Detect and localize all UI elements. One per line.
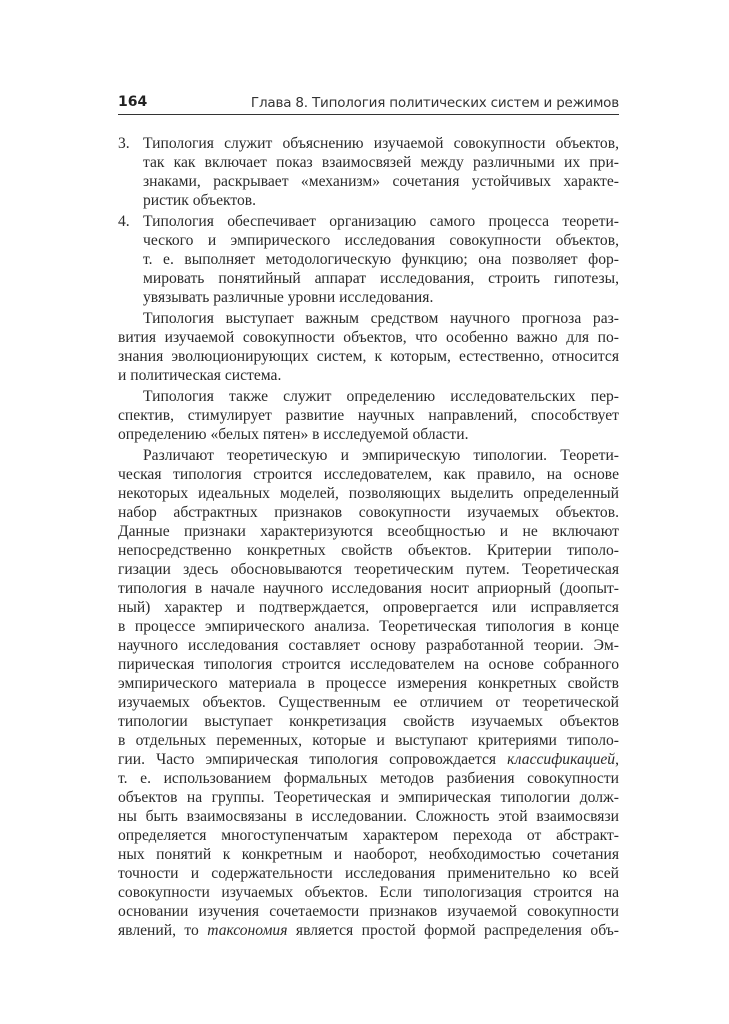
text-line: ный) характер и подтверждается, опровергается или исправляется xyxy=(118,599,619,616)
text-segment: является простой формой распределения объ- xyxy=(287,922,619,939)
text-line: в процессе эмпирического анализа. Теоретическая типология в конце xyxy=(118,618,619,635)
text-line: так как включает показ взаимосвязей между различными их при- xyxy=(143,154,619,171)
text-segment: явлений, то xyxy=(118,922,208,939)
text-line: точности и содержательности исследования применительно ко всей xyxy=(118,865,619,882)
text-line: пирическая типология строится исследователем на основе собранного xyxy=(118,656,619,673)
text-line: изучаемых объектов. Существенным ее отличием от теоретической xyxy=(118,694,619,711)
text-line: вития изучаемой совокупности объектов, что особенно важно для по- xyxy=(118,329,619,346)
paragraph-perspectives xyxy=(118,387,619,444)
page-number: 164 xyxy=(118,94,148,110)
list-item-4 xyxy=(118,212,619,307)
text-line: знания эволюционирующих систем, к которым, естественно, относится xyxy=(118,348,619,365)
paragraph-typologies xyxy=(118,446,619,940)
text-line: эмпирического материала в процессе измерения конкретных свойств xyxy=(118,675,619,692)
text-line xyxy=(118,921,619,940)
text-line: определению «белых пятен» в исследуемой области. xyxy=(118,426,469,443)
text-line: совокупности изучаемых объектов. Если типологизация строится на xyxy=(118,884,619,901)
text-line: некоторых идеальных моделей, позволяющих выделить определенный xyxy=(118,485,619,502)
text-line xyxy=(118,750,619,769)
text-line: ристик объектов. xyxy=(143,192,257,209)
text-line: научного исследования составляет основу разработанной теории. Эм- xyxy=(118,637,619,654)
text-line: спектив, стимулирует развитие научных направлений, способствует xyxy=(118,407,619,424)
running-title: Глава 8. Типология политических систем и режимов xyxy=(250,95,619,111)
text-line: гизации здесь обосновываются теоретическим путем. Теоретическая xyxy=(118,561,619,578)
list-item-3 xyxy=(118,134,619,210)
text-line: мировать понятийный аппарат исследования, строить гипотезы, xyxy=(143,270,619,287)
text-line: определяется многоступенчатым характером перехода от абстракт- xyxy=(118,827,619,844)
text-line: в отдельных переменных, которые и выступают критериями типоло- xyxy=(118,732,619,749)
text-line: Типология также служит определению исследовательских пер- xyxy=(143,388,619,405)
emphasis-term: классификацией xyxy=(507,751,616,768)
text-line: т. е. выполняет методологическую функцию; она позволяет фор- xyxy=(143,251,619,268)
text-line: объектов на группы. Теоретическая и эмпирическая типологии долж- xyxy=(118,789,619,806)
text-line: Типология выступает важным средством научного прогноза раз- xyxy=(143,310,619,327)
text-line: основании изучения сочетаемости признаков изучаемой совокупности xyxy=(118,903,619,920)
text-line: Типология служит объяснению изучаемой совокупности объектов, xyxy=(143,135,619,152)
list-number: 4. xyxy=(118,213,130,230)
text-line: увязывать различные уровни исследования. xyxy=(143,289,434,306)
emphasis-term: таксономия xyxy=(207,922,288,939)
list-number: 3. xyxy=(118,135,130,152)
text-line: типология в начале научного исследования носит априорный (доопыт- xyxy=(118,580,619,597)
text-line: ных понятий к конкретным и наоборот, необходимостью сочетания xyxy=(118,846,619,863)
text-line: и политическая система. xyxy=(118,367,282,384)
running-header xyxy=(118,94,619,115)
text-line: набор абстрактных признаков совокупности изучаемых объектов. xyxy=(118,504,619,521)
text-line: Данные признаки характеризуются всеобщностью и не включают xyxy=(118,523,619,540)
text-segment: гии. Часто эмпирическая типология сопровождается xyxy=(118,751,508,768)
text-segment: , xyxy=(615,751,619,768)
text-line: т. е. использованием формальных методов разбиения совокупности xyxy=(118,770,619,787)
text-line: ческая типология строится исследователем, как правило, на основе xyxy=(118,466,619,483)
paragraph-forecast xyxy=(118,309,619,385)
text-line: ческого и эмпирического исследования совокупности объектов, xyxy=(143,232,619,249)
text-line: Типология обеспечивает организацию самого процесса теорети- xyxy=(143,213,619,230)
text-line: непосредственно конкретных свойств объектов. Критерии типоло- xyxy=(118,542,619,559)
text-line: знаками, раскрывает «механизм» сочетания устойчивых характе- xyxy=(143,173,619,190)
text-line: типологии выступает конкретизация свойств изучаемых объектов xyxy=(118,713,619,730)
text-line: Различают теоретическую и эмпирическую типологии. Теорети- xyxy=(143,447,619,464)
text-line: ны быть взаимосвязаны в исследовании. Сложность этой взаимосвязи xyxy=(118,808,619,825)
page-body xyxy=(118,134,619,940)
